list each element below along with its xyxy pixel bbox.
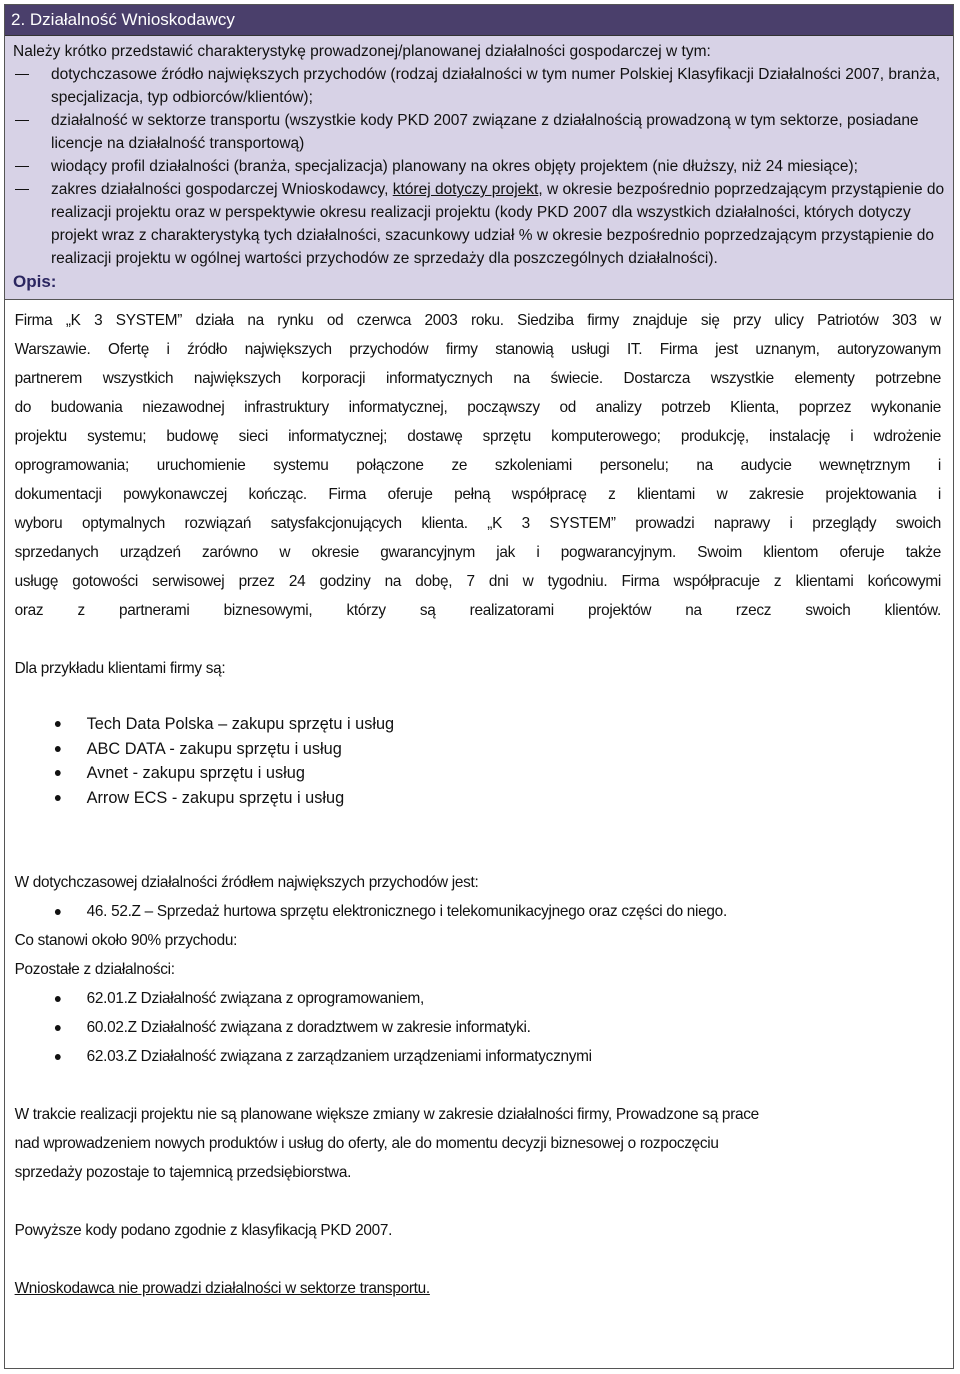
paragraph-line: projektu systemu; budowę sieci informatycznej; dostawę sprzętu komputerowego; produkcję, instalację i wdrożenie (14, 428, 942, 445)
list-item (15, 712, 941, 737)
other-activities-list (15, 984, 941, 1071)
transport-note: Wnioskodawca nie prowadzi działalności w sektorze transportu. (14, 1280, 430, 1297)
pkd-item-text: 62.01.Z Działalność związana z oprogramowaniem, (86, 990, 424, 1007)
paragraph-line: oraz z partnerami biznesowymi, którzy są realizatorami projektów na rzecz swoich klientów. (14, 602, 942, 619)
list-item (15, 984, 941, 1013)
list-item (15, 761, 941, 786)
clients-intro: Dla przykładu klientami firmy są: (14, 660, 226, 677)
spacer (15, 1071, 941, 1100)
paragraph-line: partnerem wszystkich największych korporacji informatycznych na świecie. Dostarcza wszystkie elementy potrzebne (14, 370, 942, 387)
paragraph-line: Warszawie. Ofertę i źródło największych przychodów firmy stanowią usługi IT. Firma jest uznanym, autoryzowanym (14, 341, 942, 358)
bullet-icon (55, 795, 61, 801)
instruction-item-text: , w okresie bezpośrednio poprzedzającym przystąpienie do realizacji projektu oraz w perspektywie okresu realizacji projektu (kody PKD 2007 dla wszystkich działalności, których dotyczy projekt wraz z charakterystyką tych działalności, szacunkowy udział % w okresie bezpośrednio poprzedzającym przystąpienie do realizacji projektu w ogólnej wartości przychodów ze sprzedaży dla poszczególnych działalności). (51, 181, 945, 267)
client-text: Arrow ECS - zakupu sprzętu i usług (86, 787, 345, 807)
main-source-list (15, 897, 941, 926)
bullet-icon (55, 770, 61, 776)
instructions-box (5, 36, 953, 300)
pkd-item-text: 60.02.Z Działalność związana z doradztwem w zakresie informatyki. (86, 1019, 531, 1036)
paragraph-line: usługę gotowości serwisowej przez 24 godziny na dobę, 7 dni w tygodniu. Firma współpracuje z klientami końcowymi (14, 573, 942, 590)
bullet-icon (55, 721, 61, 727)
other-intro: Pozostałe z działalności: (14, 961, 175, 978)
bullet-icon (55, 746, 61, 752)
pkd-item-text: 62.03.Z Działalność związana z zarządzaniem urządzeniami informatycznymi (86, 1048, 592, 1065)
description-body (5, 300, 951, 1303)
list-item (15, 786, 941, 811)
client-text: Tech Data Polska – zakupu sprzętu i usług (86, 714, 395, 733)
spacer (15, 625, 941, 654)
pkd-note: Powyższe kody podano zgodnie z klasyfikacją PKD 2007. (14, 1222, 393, 1239)
spacer (15, 683, 941, 712)
paragraph-line: do budowania niezawodnej infrastruktury informatycznej, począwszy od analizy potrzeb Klienta, poprzez wykonanie (14, 399, 942, 416)
bullet-icon (55, 1054, 61, 1060)
spacer (15, 1187, 941, 1216)
company-paragraph (15, 306, 941, 625)
list-item (15, 737, 941, 762)
pkd-item-text: 46. 52.Z – Sprzedaż hurtowa sprzętu elektronicznego i telekomunikacyjnego oraz części do niego. (86, 903, 727, 920)
list-item (15, 1042, 941, 1071)
spacer (15, 839, 941, 868)
client-text: ABC DATA - zakupu sprzętu i usług (86, 738, 342, 758)
instruction-item: działalność w sektorze transportu (wszystkie kody PKD 2007 związane z działalnością prowadzoną w tym sektorze, posiadane licencje na działalność transportową) (13, 109, 945, 155)
paragraph-line: wyboru optymalnych rozwiązań satysfakcjonujących klienta. „K 3 SYSTEM” prowadzi naprawy i przeglądy swoich (14, 515, 942, 532)
document-frame (4, 4, 954, 1369)
paragraph-line: W trakcie realizacji projektu nie są planowane większe zmiany w zakresie działalności firmy, Prowadzone są prace (14, 1106, 759, 1123)
spacer (15, 1245, 941, 1274)
bullet-icon (55, 909, 61, 915)
instruction-item: dotychczasowe źródło największych przychodów (rodzaj działalności w tym numer Polskiej Klasyfikacji Działalności 2007, branża, specjalizacja, typ odbiorców/klientów); (13, 63, 945, 109)
paragraph-line: oprogramowania; uruchomienie systemu połączone ze szkoleniami personelu; na audycie wewnętrznym i (14, 457, 942, 474)
instruction-item: wiodący profil działalności (branża, specjalizacja) planowany na okres objęty projektem (nie dłuższy, niż 24 miesiące); (13, 155, 945, 178)
share-text: Co stanowi około 90% przychodu: (14, 932, 238, 949)
paragraph-line: sprzedanych urządzeń zarówno w okresie gwarancyjnym jak i pogwarancyjnym. Swoim klientom oferuje także (14, 544, 942, 561)
instruction-item (13, 178, 945, 270)
section-title: 2. Działalność Wnioskodawcy (5, 5, 953, 36)
client-text: Avnet - zakupu sprzętu i usług (86, 763, 305, 782)
opis-label: Opis: (13, 272, 57, 291)
instruction-item-text: zakres działalności gospodarczej Wnioskodawcy, (51, 181, 393, 198)
clients-list (15, 712, 941, 810)
instruction-item-underlined: której dotyczy projekt (392, 181, 539, 198)
instructions-intro: Należy krótko przedstawić charakterystykę prowadzonej/planowanej działalności gospodarczej w tym: (13, 43, 711, 60)
paragraph-line: Firma „K 3 SYSTEM” działa na rynku od czerwca 2003 roku. Siedziba firmy znajduje się przy ulicy Patriotów 303 w (14, 312, 942, 329)
spacer (15, 810, 941, 839)
instructions-list (13, 63, 945, 270)
bullet-icon (55, 1025, 61, 1031)
list-item (15, 897, 941, 926)
main-source-intro: W dotychczasowej działalności źródłem największych przychodów jest: (14, 874, 479, 891)
bullet-icon (55, 996, 61, 1002)
list-item (15, 1013, 941, 1042)
paragraph-line: sprzedaży pozostaje to tajemnicą przedsiębiorstwa. (14, 1164, 352, 1181)
paragraph-line: dokumentacji powykonawczej kończąc. Firma oferuje pełną współpracę z klientami w zakresie projektowania i (14, 486, 942, 503)
changes-paragraph (15, 1100, 941, 1187)
paragraph-line: nad wprowadzeniem nowych produktów i usług do oferty, ale do momentu decyzji biznesowej o rozpoczęciu (14, 1135, 719, 1152)
